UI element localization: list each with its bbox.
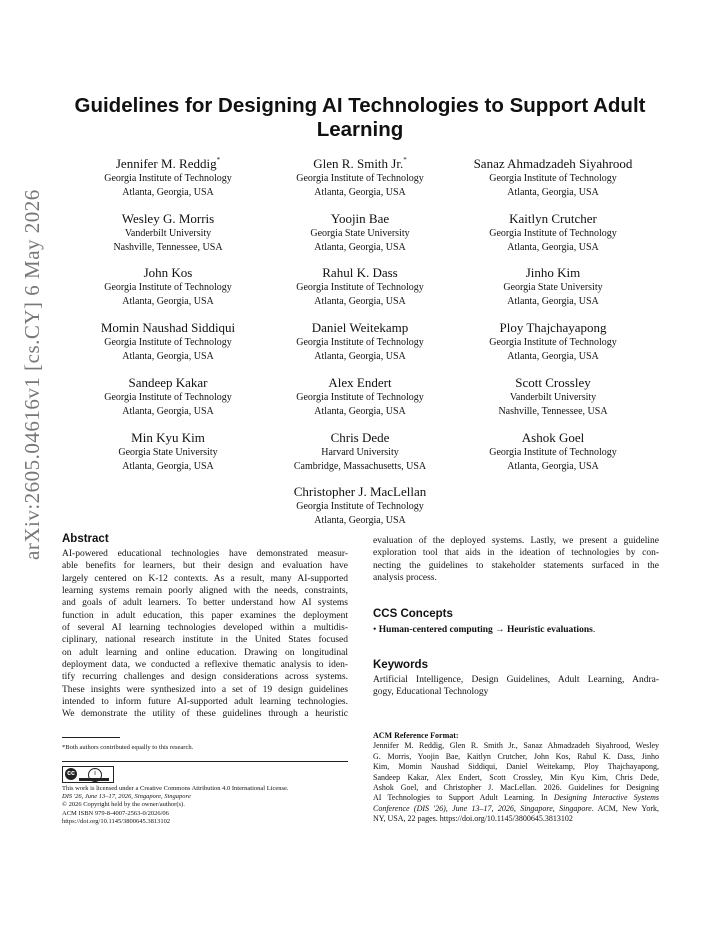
author-card	[458, 426, 648, 474]
author-card	[265, 426, 455, 474]
author-card	[458, 316, 648, 364]
author-name-line	[73, 261, 263, 281]
author-name: Kaitlyn Crutcher	[509, 211, 597, 226]
author-name: Wesley G. Morris	[121, 211, 215, 226]
author-card	[73, 261, 263, 309]
ccs-bullet: •	[373, 625, 377, 635]
acm-ref-line	[373, 762, 659, 772]
abstract-line: tify recurring challenges and design considerations across systems.	[62, 672, 348, 683]
keyword-line: Artificial Intelligence, Design Guidelines, Adult Learning, Andra-	[373, 675, 659, 685]
keywords-body	[373, 674, 659, 699]
author-affiliation: Georgia State University	[310, 228, 410, 239]
author-name-line	[73, 152, 263, 172]
abstract-body	[62, 548, 348, 721]
author-name-line	[458, 426, 648, 446]
author-affiliation: Georgia Institute of Technology	[104, 173, 232, 184]
author-affiliation: Georgia Institute of Technology	[296, 282, 424, 293]
paper-title	[60, 94, 660, 142]
author-name: Rahul K. Dass	[322, 265, 398, 280]
author-name: Alex Endert	[328, 375, 392, 390]
abstract-line: function in adult education, this paper examines the deployment	[62, 610, 348, 621]
author-card	[265, 480, 455, 528]
acm-ref-line	[373, 804, 659, 814]
author-card	[265, 316, 455, 364]
creative-commons-by-icon	[62, 766, 114, 783]
license-line: This work is licensed under a Creative Commons Attribution 4.0 International License.	[62, 785, 289, 792]
author-name: Chris Dede	[330, 430, 390, 445]
author-name: Sandeep Kakar	[128, 375, 208, 390]
author-card	[73, 371, 263, 419]
author-name: Min Kyu Kim	[131, 430, 205, 445]
author-affiliation: Harvard University	[321, 447, 399, 458]
acm-ref-line	[373, 773, 659, 783]
footnote-rule	[62, 737, 120, 738]
keywords-heading: Keywords	[373, 659, 428, 671]
keywords-section	[373, 659, 659, 699]
author-affiliation: Georgia Institute of Technology	[104, 392, 232, 403]
abstract-line: deployment data, we conducted a reflexive thematic analysis to iden-	[62, 660, 348, 671]
abstract-line: ciplinary, national research institute in the United States focused	[62, 635, 348, 646]
abstract-line: largely centered on K-12 contexts. As a result, many AI-supported	[62, 573, 348, 584]
author-name-line	[265, 371, 455, 391]
author-location: Atlanta, Georgia, USA	[314, 187, 406, 198]
author-affiliation: Georgia Institute of Technology	[489, 173, 617, 184]
author-affiliation: Georgia Institute of Technology	[489, 337, 617, 348]
abstract-line: evaluation of the deployed systems. Lastly, we present a guideline	[373, 536, 659, 546]
copyright-line: © 2026 Copyright held by the owner/author(s).	[62, 801, 185, 809]
abstract-line: AI-powered educational technologies have demonstrated measur-	[62, 549, 348, 559]
author-name-line	[458, 371, 648, 391]
author-location: Atlanta, Georgia, USA	[507, 187, 599, 198]
author-name-line	[265, 152, 455, 172]
author-location: Atlanta, Georgia, USA	[314, 242, 406, 253]
abstract-line: exploration tool that aids in the ideation of technologies by con-	[373, 548, 659, 559]
author-card	[458, 207, 648, 255]
author-location: Atlanta, Georgia, USA	[314, 406, 406, 417]
cc-icon: cc	[65, 768, 77, 780]
abstract-line: and goals of adult learners. To better understand how AI systems	[62, 598, 348, 609]
author-card	[265, 371, 455, 419]
acm-ref-doi[interactable]: NY, USA, 22 pages. https://doi.org/10.1145/3800645.3813102	[373, 814, 573, 824]
arxiv-stamp-text: arXiv:2605.04616v1 [cs.CY] 6 May 2026	[20, 189, 44, 560]
abstract-line: intended to inform future AI-supported adult learning technologies.	[62, 697, 348, 708]
author-name-line	[458, 261, 648, 281]
author-location: Atlanta, Georgia, USA	[314, 351, 406, 362]
ccs-section	[373, 608, 659, 636]
title-line-1: Guidelines for Designing AI Technologies to Support Adult	[74, 94, 646, 117]
acm-ref-text: G. Morris, Yoojin Bae, Kaitlyn Crutcher, John Kos, Rahul K. Dass, Jinho	[373, 751, 659, 761]
author-card	[73, 207, 263, 255]
author-location: Atlanta, Georgia, USA	[314, 296, 406, 307]
equal-contribution-mark: *	[216, 156, 221, 164]
author-card	[265, 152, 455, 200]
acm-ref-venue: Designing Interactive Systems	[553, 793, 659, 803]
author-name-line	[458, 152, 648, 172]
acm-ref-text: Ashok Goel, and Christopher J. MacLellan. 2026. Guidelines for Designing	[373, 783, 659, 793]
footnote: *Both authors contributed equally to this research.	[62, 744, 194, 751]
author-name: Ashok Goel	[521, 430, 585, 445]
conference-italic: DIS '26, June 13–17, 2026, Singapore, Singapore	[62, 793, 191, 801]
acm-ref-text: Jennifer M. Reddig, Glen R. Smith Jr., Sanaz Ahmadzadeh Siyahrood, Wesley	[373, 741, 659, 751]
author-affiliation: Georgia Institute of Technology	[296, 392, 424, 403]
author-card	[458, 261, 648, 309]
author-affiliation: Georgia Institute of Technology	[104, 337, 232, 348]
author-name-line	[265, 261, 455, 281]
author-name-line	[73, 371, 263, 391]
acm-reference-section	[373, 731, 659, 825]
author-name-line	[458, 207, 648, 227]
author-location: Atlanta, Georgia, USA	[122, 187, 214, 198]
abstract-continued-body	[373, 535, 659, 584]
acm-ref-heading: ACM Reference Format:	[373, 731, 459, 740]
ccs-concept-1: Human-centered computing	[378, 625, 493, 635]
abstract-line: necting the guidelines to stakeholder statements surfaced in the	[373, 560, 659, 571]
author-name: Yoojin Bae	[330, 211, 390, 226]
author-location: Atlanta, Georgia, USA	[507, 461, 599, 472]
abstract-line: learning systems remain poorly aligned with the needs, constraints,	[62, 586, 348, 597]
author-name: John Kos	[143, 265, 193, 280]
abstract-line: on adult learning and online education. Drawing on longitudinal	[62, 647, 348, 658]
author-card	[265, 207, 455, 255]
abstract-line: These insights were synthesized into a set of 19 design guidelines	[62, 684, 348, 695]
abstract-section	[62, 533, 348, 721]
author-card	[265, 261, 455, 309]
acm-ref-publisher: . ACM, New York,	[591, 803, 660, 813]
author-affiliation: Georgia Institute of Technology	[296, 337, 424, 348]
author-name: Daniel Weitekamp	[311, 320, 409, 335]
author-name: Jinho Kim	[525, 265, 581, 280]
acm-ref-body	[373, 741, 659, 824]
author-name: Glen R. Smith Jr.	[313, 156, 404, 171]
abstract-line: of several AI learning technologies developed within a multidis-	[62, 623, 348, 634]
keyword-line: gogy, Educational Technology	[373, 687, 489, 698]
abstract-heading: Abstract	[62, 533, 109, 545]
author-affiliation: Georgia State University	[118, 447, 218, 458]
isbn-line: ACM ISBN 979-8-4007-2563-0/2026/06	[62, 809, 169, 817]
author-card	[73, 316, 263, 364]
cc-by-bar	[79, 778, 109, 781]
author-name: Christopher J. MacLellan	[293, 484, 427, 499]
author-name: Ploy Thajchayapong	[499, 320, 607, 335]
arrow-right-icon: →	[495, 625, 505, 635]
author-name: Sanaz Ahmadzadeh Siyahrood	[473, 156, 633, 171]
abstract-continued	[373, 535, 659, 584]
author-affiliation: Georgia Institute of Technology	[296, 173, 424, 184]
abstract-line: analysis process.	[373, 573, 437, 584]
ccs-concepts	[373, 624, 659, 636]
author-name-line	[73, 207, 263, 227]
author-name: Momin Naushad Siddiqui	[100, 320, 236, 335]
author-location: Atlanta, Georgia, USA	[122, 296, 214, 307]
author-location: Atlanta, Georgia, USA	[122, 351, 214, 362]
ccs-period: .	[592, 625, 596, 635]
acm-ref-text: AI Technologies to Support Adult Learning. In	[373, 793, 554, 803]
author-card	[458, 371, 648, 419]
author-affiliation: Georgia Institute of Technology	[489, 447, 617, 458]
author-affiliation: Georgia Institute of Technology	[489, 228, 617, 239]
acm-ref-line	[373, 793, 659, 803]
acm-ref-venue-2: Conference (DIS '26), June 13–17, 2026, Singapore, Singapore	[373, 803, 592, 813]
author-name-line	[73, 426, 263, 446]
author-name-line	[265, 480, 455, 500]
author-name-line	[73, 316, 263, 336]
license-rule	[62, 761, 348, 762]
conference-line	[62, 793, 352, 801]
author-location: Atlanta, Georgia, USA	[507, 242, 599, 253]
author-affiliation: Vanderbilt University	[124, 228, 212, 239]
author-location: Atlanta, Georgia, USA	[507, 351, 599, 362]
acm-ref-line	[373, 783, 659, 793]
attribution-icon: i	[88, 768, 102, 782]
author-location: Atlanta, Georgia, USA	[314, 515, 406, 526]
ccs-heading: CCS Concepts	[373, 608, 453, 620]
author-name-line	[265, 207, 455, 227]
author-card	[458, 152, 648, 200]
title-line-2: Learning	[316, 118, 404, 141]
acm-ref-line	[373, 741, 659, 751]
doi-link[interactable]: https://doi.org/10.1145/3800645.3813102	[62, 817, 171, 825]
author-name-line	[265, 316, 455, 336]
author-name-line	[458, 316, 648, 336]
acm-ref-text: Kim, Momin Naushad Siddiqui, Daniel Weitekamp, Ploy Thajchayapong,	[373, 762, 659, 772]
author-location: Atlanta, Georgia, USA	[122, 406, 214, 417]
author-affiliation: Vanderbilt University	[509, 392, 597, 403]
author-location: Atlanta, Georgia, USA	[122, 461, 214, 472]
abstract-line: We demonstrate the utility of these guidelines through a heuristic	[62, 709, 348, 720]
author-affiliation: Georgia Institute of Technology	[104, 282, 232, 293]
abstract-line: able benefits for learners, but their design and evaluation have	[62, 561, 348, 572]
acm-ref-line	[373, 752, 659, 762]
author-name: Jennifer M. Reddig	[115, 156, 217, 171]
author-affiliation: Georgia State University	[503, 282, 603, 293]
author-location: Cambridge, Massachusetts, USA	[293, 461, 427, 472]
ccs-concept-2: Heuristic evaluations	[507, 625, 593, 635]
acm-ref-text: Sandeep Kakar, Alex Endert, Scott Crossley, Min Kyu Kim, Chris Dede,	[373, 772, 659, 782]
license-block	[62, 785, 352, 826]
author-affiliation: Georgia Institute of Technology	[296, 501, 424, 512]
author-name: Scott Crossley	[515, 375, 591, 390]
author-name-line	[265, 426, 455, 446]
author-card	[73, 152, 263, 200]
author-location: Nashville, Tennessee, USA	[498, 406, 608, 417]
equal-contribution-mark: *	[403, 156, 407, 164]
author-location: Nashville, Tennessee, USA	[113, 242, 223, 253]
author-card	[73, 426, 263, 474]
author-location: Atlanta, Georgia, USA	[507, 296, 599, 307]
